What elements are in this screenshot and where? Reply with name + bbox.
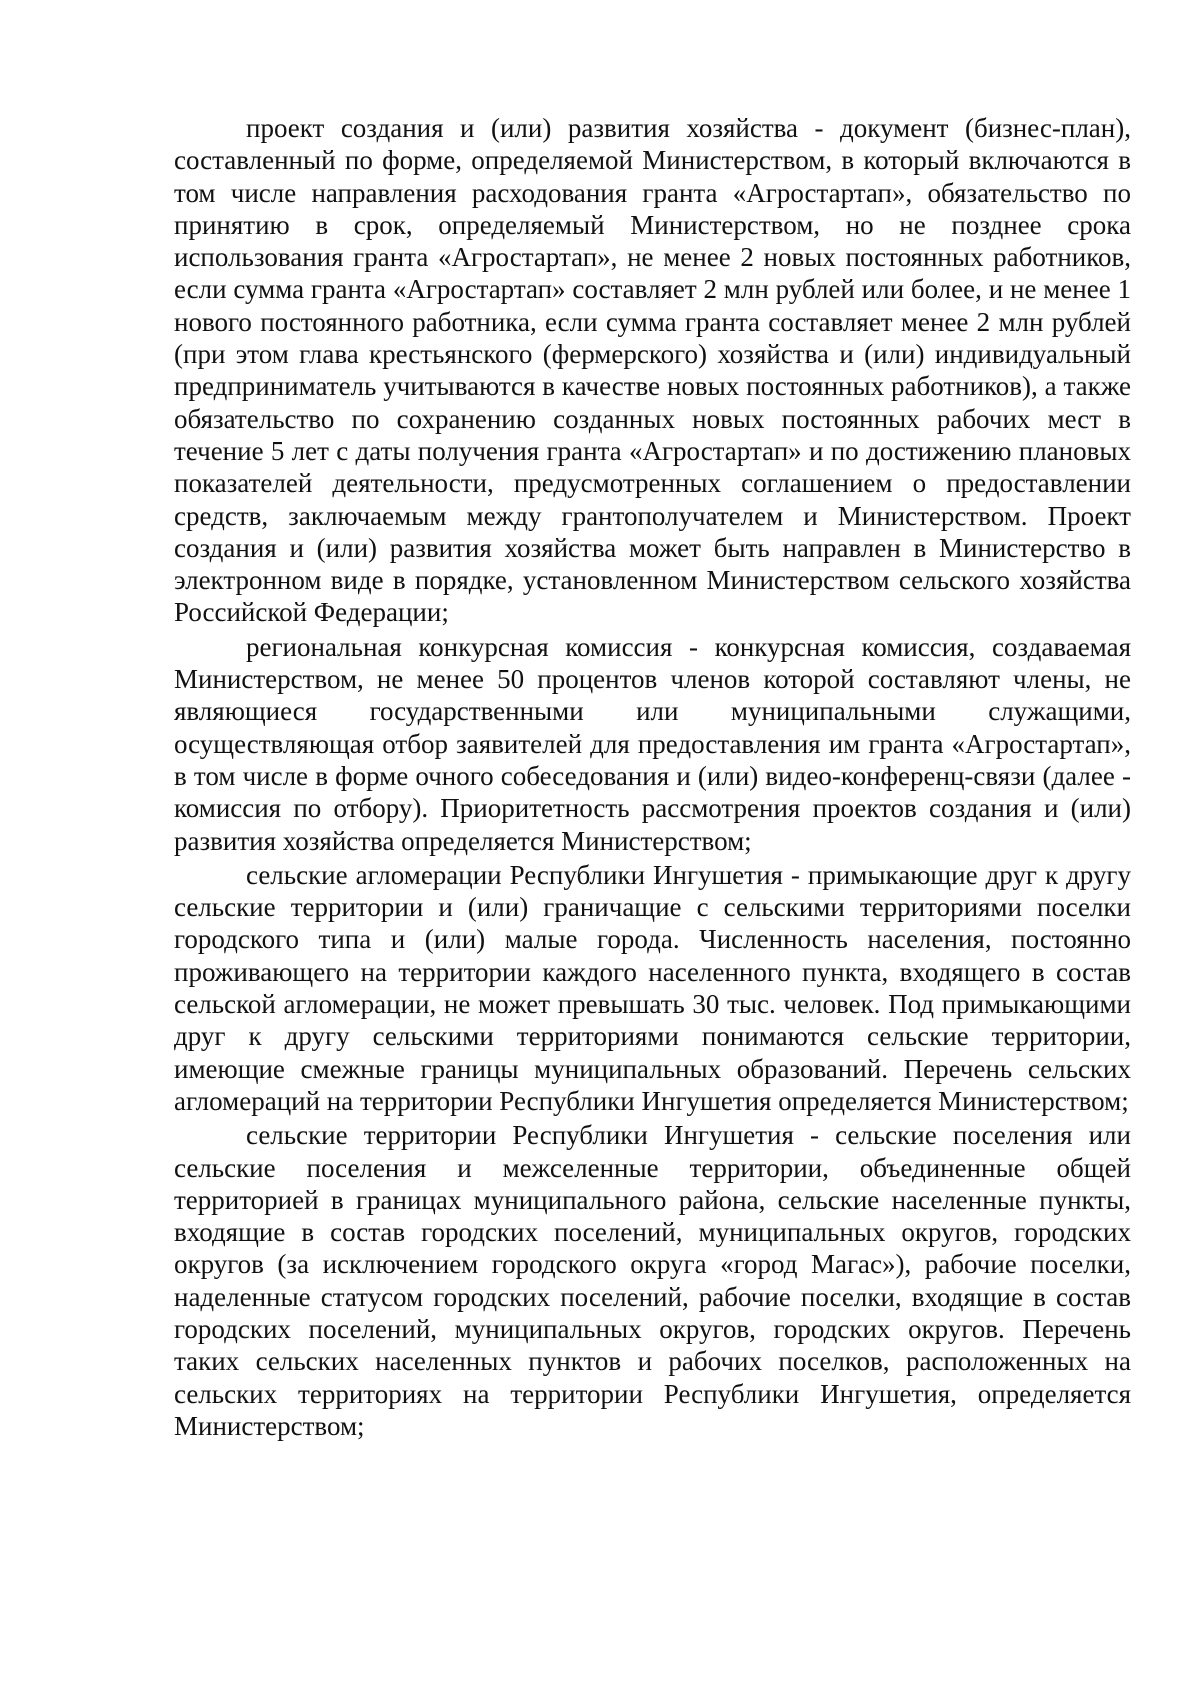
document-page [174,112,1131,1444]
paragraph-rural-agglomerations: сельские агломерации Республики Ингушетия - примыкающие друг к другу сельские территории и (или) граничащие с сельскими территориями поселки городского типа и (или) малые города. Численность населения, постоянно проживающего на территории каждого населенного пункта, входящего в состав сельской агломерации, не может превышать 30 тыс. человек. Под примыкающими друг к другу сельскими территориями понимаются сельские территории, имеющие смежные границы муниципальных образований. Перечень сельских агломераций на территории Республики Ингушетия определяется Министерством; [174,859,1131,1116]
paragraph-business-plan: проект создания и (или) развития хозяйства - документ (бизнес-план), составленный по форме, определяемой Министерством, в который включаются в том числе направления расходования гранта «Агростартап», обязательство по принятию в срок, определяемый Министерством, но не позднее срока использования гранта «Агростартап», не менее 2 новых постоянных работников, если сумма гранта «Агростартап» составляет 2 млн рублей или более, и не менее 1 нового постоянного работника, если сумма гранта составляет менее 2 млн рублей (при этом глава крестьянского (фермерского) хозяйства и (или) индивидуальный предприниматель учитываются в качестве новых постоянных работников), а также обязательство по сохранению созданных новых постоянных рабочих мест в течение 5 лет с даты получения гранта «Агростартап» и по достижению плановых показателей деятельности, предусмотренных соглашением о предоставлении средств, заключаемым между грантополучателем и Министерством. Проект создания и (или) развития хозяйства может быть направлен в Министерство в электронном виде в порядке, установленном Министерством сельского хозяйства Российской Федерации; [174,113,1131,628]
paragraph-rural-territories: сельские территории Республики Ингушетия - сельские поселения или сельские поселения и межселенные территории, объединенные общей территорией в границах муниципального района, сельские населенные пункты, входящие в состав городских поселений, муниципальных округов, городских округов (за исключением городского округа «город Магас»), рабочие поселки, наделенные статусом городских поселений, рабочие поселки, входящие в состав городских поселений, муниципальных округов, городских округов. Перечень таких сельских населенных пунктов и рабочих поселков, расположенных на сельских территориях на территории Республики Ингушетия, определяется Министерством; [174,1120,1131,1441]
paragraph-competition-commission: региональная конкурсная комиссия - конкурсная комиссия, создаваемая Министерством, не менее 50 процентов членов которой составляют члены, не являющиеся государственными или муниципальными служащими, осуществляющая отбор заявителей для предоставления им гранта «Агростартап», в том числе в форме очного собеседования и (или) видео-конференц-связи (далее - комиссия по отбору). Приоритетность рассмотрения проектов создания и (или) развития хозяйства определяется Министерством; [174,631,1131,856]
